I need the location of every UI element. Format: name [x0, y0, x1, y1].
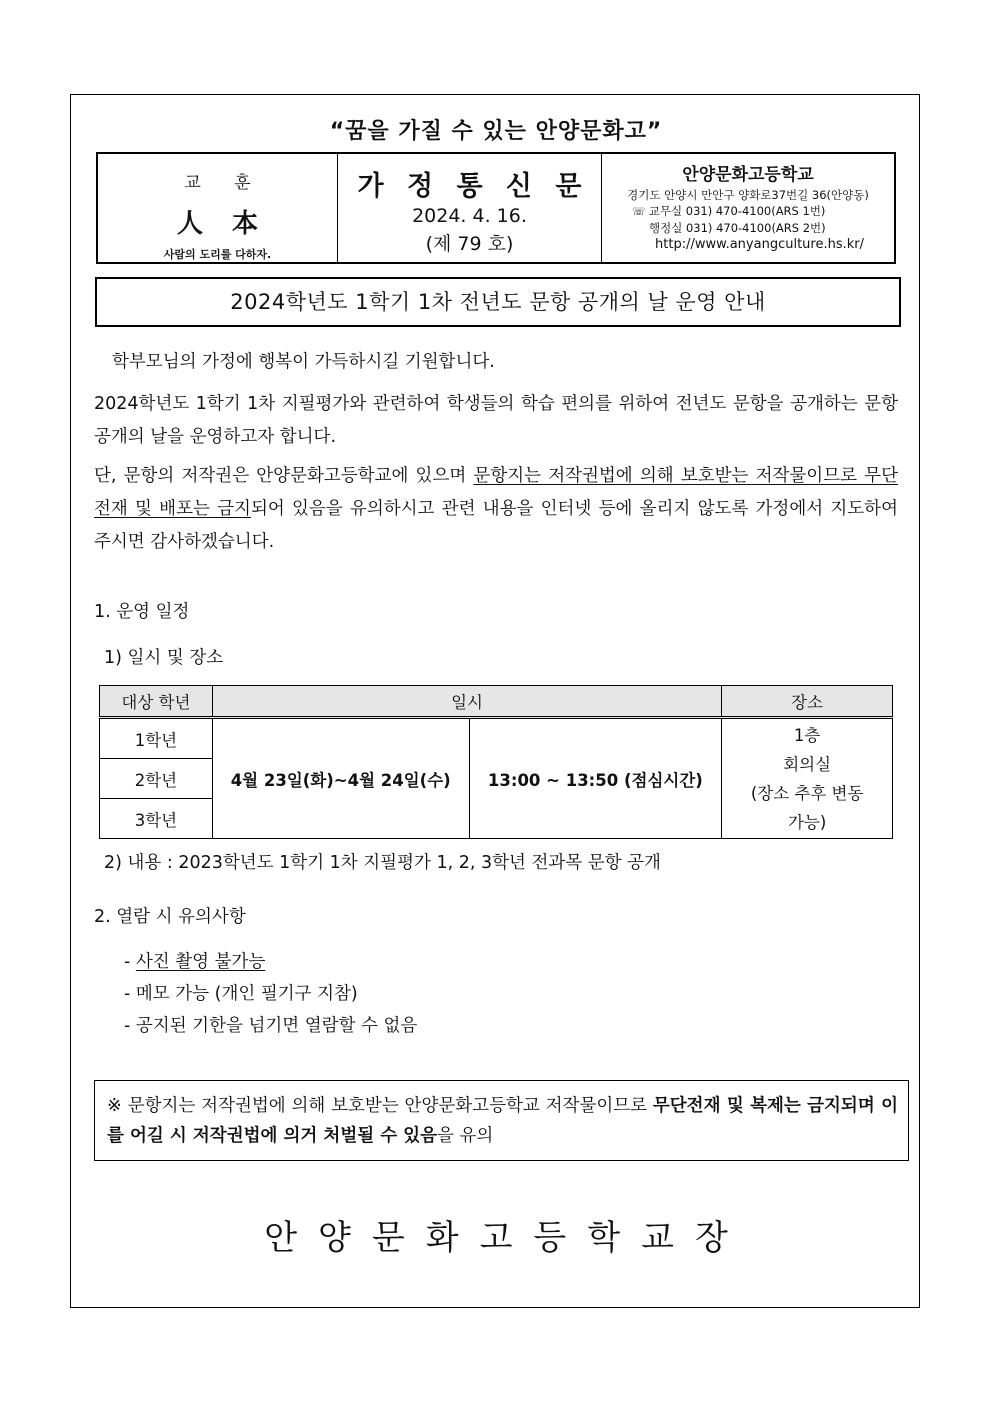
kyohun-label: 교 훈 [184, 173, 265, 193]
time-cell: 13:00 ~ 13:50 (점심시간) [469, 718, 722, 839]
copyright-warning-box [94, 1080, 909, 1161]
table-row [100, 718, 893, 759]
list-dash: - [124, 952, 136, 972]
list-item-text: 공지된 기한을 넘기면 열람할 수 없음 [135, 1016, 418, 1036]
school-url-link[interactable]: http://www.anyangculture.hs.kr/ [655, 237, 864, 252]
schedule-table [99, 685, 893, 839]
list-dash: - [124, 984, 136, 1004]
school-phone-office [602, 203, 894, 220]
school-name: 안양문화고등학교 [682, 165, 814, 185]
phone-icon: ☏ [632, 205, 646, 218]
school-phone-admin: 행정실 031) 470-4100(ARS 2번) [649, 221, 826, 235]
header-place: 장소 [722, 686, 893, 718]
list-item-text: 메모 가능 (개인 필기구 지참) [135, 984, 358, 1004]
copyright-text-c: 되어 있음을 유의하시고 관련 내용을 인터넷 등에 올리지 않도록 가정에서 지도하여 주시면 감사하겠습니다. [94, 499, 898, 552]
warning-text-c: 을 유의 [437, 1126, 494, 1146]
list-item [124, 949, 265, 975]
list-item-text: 사진 촬영 불가능 [135, 952, 266, 972]
newsletter-header [96, 152, 896, 264]
school-info-cell [602, 154, 894, 262]
copyright-emphasis: 문항지는 저작권법에 의해 보호받는 저작물이므로 무단전재 및 배포는 금지 [94, 466, 898, 519]
kyohun-value: 人 本 [176, 209, 269, 239]
header-datetime: 일시 [212, 686, 721, 718]
section2-title: 2. 열람 시 유의사항 [94, 907, 246, 927]
header-grade: 대상 학년 [100, 686, 213, 718]
newsletter-title-cell [338, 154, 602, 262]
copyright-text-a: 단, 문항의 저작권은 안양문화고등학교에 있으며 [94, 466, 474, 486]
newsletter-date: 2024. 4. 16. [412, 205, 527, 227]
date-cell: 4월 23일(화)~4월 24일(수) [212, 718, 469, 839]
kyohun-cell [98, 154, 338, 262]
grade-cell: 2학년 [100, 759, 213, 799]
school-address: 경기도 안양시 만안구 양화로37번길 36(안양동) [627, 188, 869, 202]
greeting-paragraph: 학부모님의 가정에 행복이 가득하시길 기원합니다. [112, 352, 495, 372]
warning-emphasis: 무단전재 및 복제는 금지되며 이를 어길 시 저작권법에 의거 처벌될 수 있음 [107, 1096, 898, 1146]
grade-cell: 1학년 [100, 718, 213, 759]
notice-title: 2024학년도 1학기 1차 전년도 문항 공개의 날 운영 안내 [95, 277, 901, 327]
kyohun-subtitle: 사람의 도리를 다하자. [163, 248, 272, 261]
intro-paragraph: 2024학년도 1학기 1차 지필평가와 관련하여 학생들의 학습 편의를 위하여 전년도 문항을 공개하는 문항 공개의 날을 운영하고자 합니다. [94, 394, 898, 447]
list-dash: - [124, 1016, 136, 1036]
copyright-paragraph [94, 460, 898, 559]
newsletter-number: (제 79 호) [425, 233, 514, 255]
place-line: (장소 추후 변동 [750, 783, 864, 803]
principal-signature: 안양문화고등학교장 [264, 1218, 749, 1258]
list-item [124, 981, 358, 1007]
section1-title: 1. 운영 일정 [94, 602, 190, 622]
grade-cell: 3학년 [100, 799, 213, 839]
section1-sub1: 1) 일시 및 장소 [104, 648, 224, 668]
section1-sub2: 2) 내용 : 2023학년도 1학기 1차 지필평가 1, 2, 3학년 전과목 문항 공개 [104, 853, 661, 873]
place-line: 회의실 [783, 754, 832, 774]
phone-office-text: 교무실 031) 470-4100(ARS 1번) [648, 204, 826, 218]
list-item [124, 1013, 417, 1039]
school-motto: “꿈을 가질 수 있는 안양문화고” [329, 119, 663, 144]
place-line: 가능) [787, 812, 827, 832]
place-line: 1층 [793, 725, 821, 745]
schedule-header-row [100, 686, 893, 718]
place-cell [722, 718, 893, 839]
newsletter-title: 가 정 통 신 문 [357, 171, 589, 202]
warning-text-a: ※ 문항지는 저작권법에 의해 보호받는 안양문화고등학교 저작물이므로 [107, 1096, 653, 1116]
